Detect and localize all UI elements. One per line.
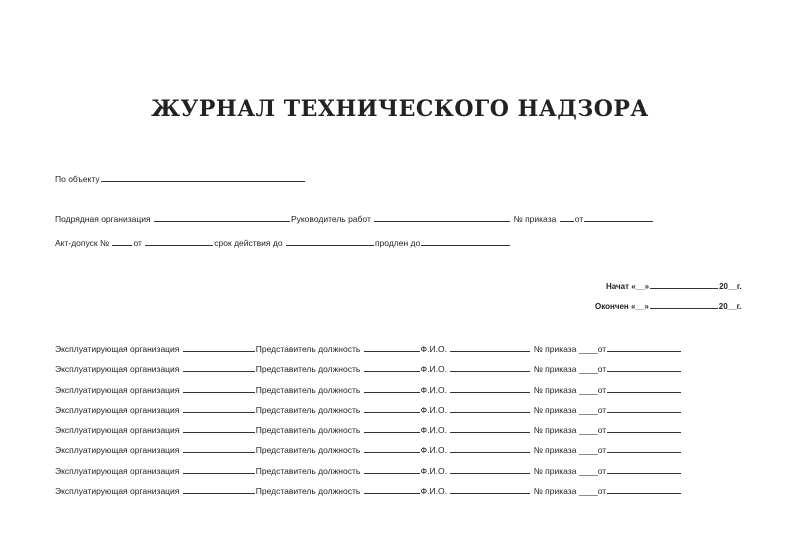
validity-label: срок действия до xyxy=(214,238,283,248)
operating-org-field[interactable] xyxy=(183,363,255,372)
fio-label: Ф.И.О. xyxy=(420,344,447,354)
operating-org-field[interactable] xyxy=(183,444,255,453)
supervision-row xyxy=(55,384,682,404)
representative-field[interactable] xyxy=(364,424,420,433)
row-order-date-field[interactable] xyxy=(607,343,681,352)
fio-field[interactable] xyxy=(450,444,530,453)
row-order-label: № приказа xyxy=(533,486,577,497)
started-year: 20__г. xyxy=(719,282,742,291)
finished-year: 20__г. xyxy=(718,302,742,311)
representative-label: Представитель должность xyxy=(255,465,361,476)
permit-from-label: от xyxy=(133,238,142,248)
permit-label: Акт-допуск № xyxy=(55,238,110,248)
representative-field[interactable] xyxy=(364,485,420,494)
representative-label: Представитель должность xyxy=(255,344,361,354)
object-field[interactable] xyxy=(101,173,305,182)
manager-field[interactable] xyxy=(374,213,510,222)
representative-label: Представитель должность xyxy=(255,364,361,375)
operating-org-label: Эксплуатирующая организация xyxy=(55,486,180,497)
representative-label: Представитель должность xyxy=(255,445,361,456)
representative-label: Представитель должность xyxy=(255,486,361,497)
operating-org-label: Эксплуатирующая организация xyxy=(55,344,180,354)
supervision-row xyxy=(55,485,682,505)
supervision-row xyxy=(55,404,682,424)
page-title: ЖУРНАЛ ТЕХНИЧЕСКОГО НАДЗОРА xyxy=(151,96,649,122)
fio-label: Ф.И.О. xyxy=(420,486,447,497)
fio-label: Ф.И.О. xyxy=(420,384,447,395)
started-line xyxy=(606,280,742,292)
representative-field[interactable] xyxy=(364,444,420,453)
fio-field[interactable] xyxy=(450,343,530,352)
header-order-number-field[interactable] xyxy=(560,213,574,222)
fio-label: Ф.И.О. xyxy=(420,465,447,476)
operating-org-field[interactable] xyxy=(183,465,255,474)
object-line xyxy=(55,173,306,185)
manager-label: Руководитель работ xyxy=(290,214,371,224)
representative-field[interactable] xyxy=(364,465,420,474)
operating-org-field[interactable] xyxy=(183,485,255,494)
row-order-label: № приказа xyxy=(533,445,577,456)
supervision-row xyxy=(55,424,682,444)
row-order-date-field[interactable] xyxy=(607,424,681,433)
row-order-label: № приказа xyxy=(533,344,577,354)
row-order-number[interactable]: ____ xyxy=(578,364,598,375)
operating-org-label: Эксплуатирующая организация xyxy=(55,364,180,375)
row-order-label: № приказа xyxy=(533,425,577,436)
row-order-from-label: от xyxy=(597,465,607,476)
validity-field[interactable] xyxy=(286,237,374,246)
row-order-date-field[interactable] xyxy=(607,404,681,413)
fio-field[interactable] xyxy=(450,424,530,433)
row-order-label: № приказа xyxy=(533,465,577,476)
header-order-label: № приказа xyxy=(513,214,557,224)
representative-field[interactable] xyxy=(364,363,420,372)
representative-label: Представитель должность xyxy=(255,384,361,395)
representative-label: Представитель должность xyxy=(255,425,361,436)
row-order-from-label: от xyxy=(597,384,607,395)
finished-month-field[interactable] xyxy=(650,300,718,309)
supervision-row xyxy=(55,343,682,363)
row-order-date-field[interactable] xyxy=(607,465,681,474)
row-order-number[interactable]: ____ xyxy=(578,486,598,497)
row-order-date-field[interactable] xyxy=(607,444,681,453)
row-order-label: № приказа xyxy=(533,404,577,415)
operating-org-label: Эксплуатирующая организация xyxy=(55,404,180,415)
permit-date-field[interactable] xyxy=(145,237,213,246)
supervision-rows xyxy=(55,343,682,505)
supervision-row xyxy=(55,465,682,485)
row-order-from-label: от xyxy=(597,344,607,354)
fio-field[interactable] xyxy=(450,384,530,393)
row-order-number[interactable]: ____ xyxy=(578,425,598,436)
operating-org-label: Эксплуатирующая организация xyxy=(55,465,180,476)
contractor-field[interactable] xyxy=(154,213,290,222)
fio-field[interactable] xyxy=(450,465,530,474)
row-order-number[interactable]: ____ xyxy=(578,445,598,456)
row-order-number[interactable]: ____ xyxy=(578,344,598,354)
row-order-date-field[interactable] xyxy=(607,485,681,494)
representative-field[interactable] xyxy=(364,384,420,393)
representative-label: Представитель должность xyxy=(255,404,361,415)
permit-line xyxy=(55,237,511,249)
row-order-from-label: от xyxy=(597,486,607,497)
extended-field[interactable] xyxy=(421,237,510,246)
row-order-number[interactable]: ____ xyxy=(578,404,598,415)
operating-org-field[interactable] xyxy=(183,404,255,413)
supervision-row xyxy=(55,444,682,464)
header-order-date-field[interactable] xyxy=(584,213,653,222)
fio-label: Ф.И.О. xyxy=(420,364,447,375)
fio-label: Ф.И.О. xyxy=(420,425,447,436)
finished-line xyxy=(595,300,741,312)
fio-field[interactable] xyxy=(450,363,530,372)
operating-org-field[interactable] xyxy=(183,343,255,352)
permit-number-field[interactable] xyxy=(112,237,132,246)
row-order-date-field[interactable] xyxy=(607,363,681,372)
fio-field[interactable] xyxy=(450,485,530,494)
row-order-from-label: от xyxy=(597,445,607,456)
operating-org-label: Эксплуатирующая организация xyxy=(55,425,180,436)
operating-org-field[interactable] xyxy=(183,384,255,393)
row-order-number[interactable]: ____ xyxy=(578,465,598,476)
row-order-from-label: от xyxy=(597,364,607,375)
row-order-number[interactable]: ____ xyxy=(578,384,598,395)
started-month-field[interactable] xyxy=(650,280,718,289)
operating-org-label: Эксплуатирующая организация xyxy=(55,445,180,456)
row-order-from-label: от xyxy=(597,425,607,436)
operating-org-field[interactable] xyxy=(183,424,255,433)
representative-field[interactable] xyxy=(364,404,420,413)
row-order-from-label: от xyxy=(597,404,607,415)
operating-org-label: Эксплуатирующая организация xyxy=(55,384,180,395)
row-order-date-field[interactable] xyxy=(607,384,681,393)
fio-field[interactable] xyxy=(450,404,530,413)
started-label: Начат «__» xyxy=(606,282,650,291)
representative-field[interactable] xyxy=(364,343,420,352)
row-order-label: № приказа xyxy=(533,364,577,375)
fio-label: Ф.И.О. xyxy=(420,404,447,415)
row-order-label: № приказа xyxy=(533,384,577,395)
contractor-line xyxy=(55,213,654,225)
contractor-label: Подрядная организация xyxy=(55,214,151,224)
extended-label: продлен до xyxy=(374,238,421,248)
fio-label: Ф.И.О. xyxy=(420,445,447,456)
header-order-from-label: от xyxy=(574,214,584,224)
finished-label: Окончен «__» xyxy=(595,302,649,311)
supervision-row xyxy=(55,363,682,383)
object-label: По объекту xyxy=(55,174,100,184)
